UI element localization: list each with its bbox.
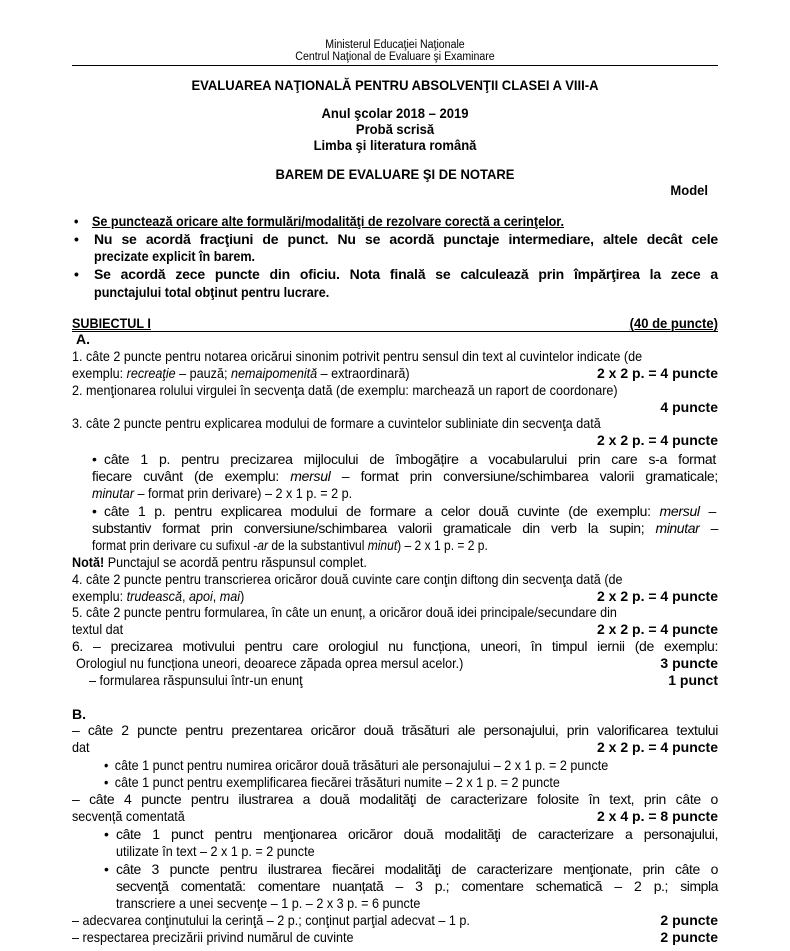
- general-rule-3: • Se acordă zece puncte din oficiu. Nota finală se calculează prin împărţirea la zece a: [74, 266, 718, 282]
- section-points: (40 de puncte): [629, 315, 718, 331]
- note: Notă! Punctajul se acordă pentru răspunsul complet.: [72, 554, 367, 570]
- part-b-label: B.: [72, 706, 86, 722]
- q4-line1: 4. câte 2 puncte pentru transcrierea oricăror două cuvinte care conţin diftong din secvenţa dată (de: [72, 571, 623, 587]
- part-a-label: A.: [76, 331, 90, 347]
- b1-score: 2 x 2 p. = 4 puncte: [597, 739, 718, 755]
- q5-score: 2 x 2 p. = 4 puncte: [597, 621, 718, 637]
- q6-line1: 6. – precizarea motivului pentru care orologiul nu funcționa, uneori, în timpul iernii (de exemplu:: [72, 638, 718, 654]
- q2-score: 4 puncte: [660, 399, 718, 415]
- b1-line2: dat: [72, 739, 90, 755]
- q6-line2: Orologiul nu funcționa uneori, deoarece zăpada oprea mersul acelor.): [76, 655, 464, 671]
- q4-score: 2 x 2 p. = 4 puncte: [597, 588, 718, 604]
- q6-score1: 3 puncte: [660, 655, 718, 671]
- q3-bullet1-line1: • câte 1 p. pentru precizarea mijlocului de îmbogățire a vocabularului prin care s-a format: [92, 451, 716, 467]
- q5-line2: textul dat: [72, 621, 124, 637]
- b2-line2: secvență comentată: [72, 808, 185, 824]
- section-header: [72, 316, 718, 332]
- b3-line: – adecvarea conţinutului la cerinţă – 2 p.; conţinut parţial adecvat – 1 p.: [72, 912, 470, 928]
- q6-line3: – formularea răspunsului într-un enunţ: [89, 672, 303, 688]
- general-rule-3-cont: punctajului total obţinut pentru lucrare.: [94, 284, 330, 300]
- section-title: SUBIECTUL I: [72, 315, 151, 331]
- b2-sub2-line3: transcriere a unei secvenţe – 1 p. – 2 x 3 p. = 6 puncte: [116, 895, 421, 911]
- model-label: Model: [669, 182, 708, 198]
- general-rule-2: • Nu se acordă fracţiuni de punct. Nu se acordă punctaje intermediare, altele decât cele: [74, 231, 718, 247]
- bullet: •: [74, 231, 79, 247]
- b2-line1: – câte 4 puncte pentru ilustrarea a două modalităţi de caracterizare folosite în text, prin câte o: [72, 791, 718, 807]
- q2-line1: 2. menţionarea rolului virgulei în secvenţa dată (de exemplu: marchează un raport de coordonare): [72, 382, 618, 398]
- q3-bullet2-line3: format prin derivare cu sufixul -ar de la substantivul minut) – 2 x 1 p. = 2 p.: [92, 537, 488, 553]
- bullet: •: [74, 266, 79, 282]
- bullet: •: [92, 451, 97, 467]
- q1-line1: 1. câte 2 puncte pentru notarea oricărui sinonim potrivit pentru sensul din text al cuvintelor indicate (de: [72, 348, 643, 364]
- b1-sub2: • câte 1 punct pentru exemplificarea fiecărei trăsături numite – 2 x 1 p. = 2 puncte: [104, 774, 560, 790]
- q3-bullet2-line1: • câte 1 p. pentru explicarea modului de formare a celor două cuvinte (de exemplu: mersul –: [92, 503, 716, 519]
- b2-sub1-line1: • câte 1 punct pentru menţionarea oricăror două modalităţi de caracterizare a personajului,: [104, 826, 718, 842]
- bullet: •: [74, 213, 79, 229]
- q6-score2: 1 punct: [668, 672, 718, 688]
- general-rule-1: • Se punctează oricare alte formulări/modalităţi de rezolvare corectă a cerinţelor.: [74, 213, 564, 229]
- document-title: EVALUAREA NAŢIONALĂ PENTRU ABSOLVENŢII CLASEI A VIII-A: [191, 77, 599, 93]
- barem-title: BAREM DE EVALUARE ŞI DE NOTARE: [275, 166, 515, 182]
- q3-line1: 3. câte 2 puncte pentru explicarea modului de formare a cuvintelor subliniate din secvenţa dată: [72, 415, 601, 431]
- q1-score: 2 x 2 p. = 4 puncte: [597, 365, 718, 381]
- bullet: •: [104, 826, 109, 842]
- q4-line2: exemplu: trudească, apoi, mai): [72, 588, 245, 604]
- bullet: •: [104, 757, 109, 773]
- q5-line1: 5. câte 2 puncte pentru formularea, în câte un enunț, a oricăror două idei principale/secundare din: [72, 604, 617, 620]
- b1-line1: – câte 2 puncte pentru prezentarea oricăror două trăsături ale personajului, prin valorificarea textului: [72, 722, 718, 738]
- header-rule: [72, 65, 718, 66]
- b2-sub1-line2: utilizate în text – 2 x 1 p. = 2 puncte: [116, 843, 315, 859]
- q3-bullet2-line2: substantiv format prin conversiune/schimbarea valorii gramaticale din verb la supin; minutar –: [92, 520, 718, 536]
- q3-bullet1-line3: minutar – format prin derivare) – 2 x 1 p. = 2 p.: [92, 485, 353, 501]
- b4-score: 2 puncte: [660, 929, 718, 945]
- b2-sub2-line2: secvenţă comentată: comentare nuanțată – 3 p.; comentare schematică – 2 p.; simpla: [116, 878, 718, 894]
- bullet: •: [104, 861, 109, 877]
- evaluation-center-name: Centrul Naţional de Evaluare şi Examinare: [295, 51, 495, 63]
- q3-score: 2 x 2 p. = 4 puncte: [597, 432, 718, 448]
- exam-type: Probă scrisă: [355, 121, 435, 137]
- ministry-name: Ministerul Educaţiei Naţionale: [325, 39, 465, 51]
- b3-score: 2 puncte: [660, 912, 718, 928]
- q1-line2: exemplu: recreaţie – pauză; nemaipomenită – extraordinară): [72, 365, 410, 381]
- q3-bullet1-line2: fiecare cuvânt (de exemplu: mersul – format prin conversiune/schimbarea valorii gramaticale;: [92, 468, 719, 484]
- general-rule-2-cont: precizate explicit în barem.: [94, 248, 256, 264]
- b2-score: 2 x 4 p. = 8 puncte: [597, 808, 718, 824]
- exam-subject: Limba şi literatura română: [313, 137, 477, 153]
- school-year: Anul şcolar 2018 – 2019: [321, 105, 469, 121]
- b2-sub2-line1: • câte 3 puncte pentru ilustrarea fiecărei modalităţi de caracterizare menţionate, prin câte o: [104, 861, 718, 877]
- bullet: •: [104, 774, 109, 790]
- b4-line: – respectarea precizării privind numărul de cuvinte: [72, 929, 354, 945]
- b1-sub1: • câte 1 punct pentru numirea oricăror două trăsături ale personajului – 2 x 1 p. = 2 puncte: [104, 757, 609, 773]
- bullet: •: [92, 503, 97, 519]
